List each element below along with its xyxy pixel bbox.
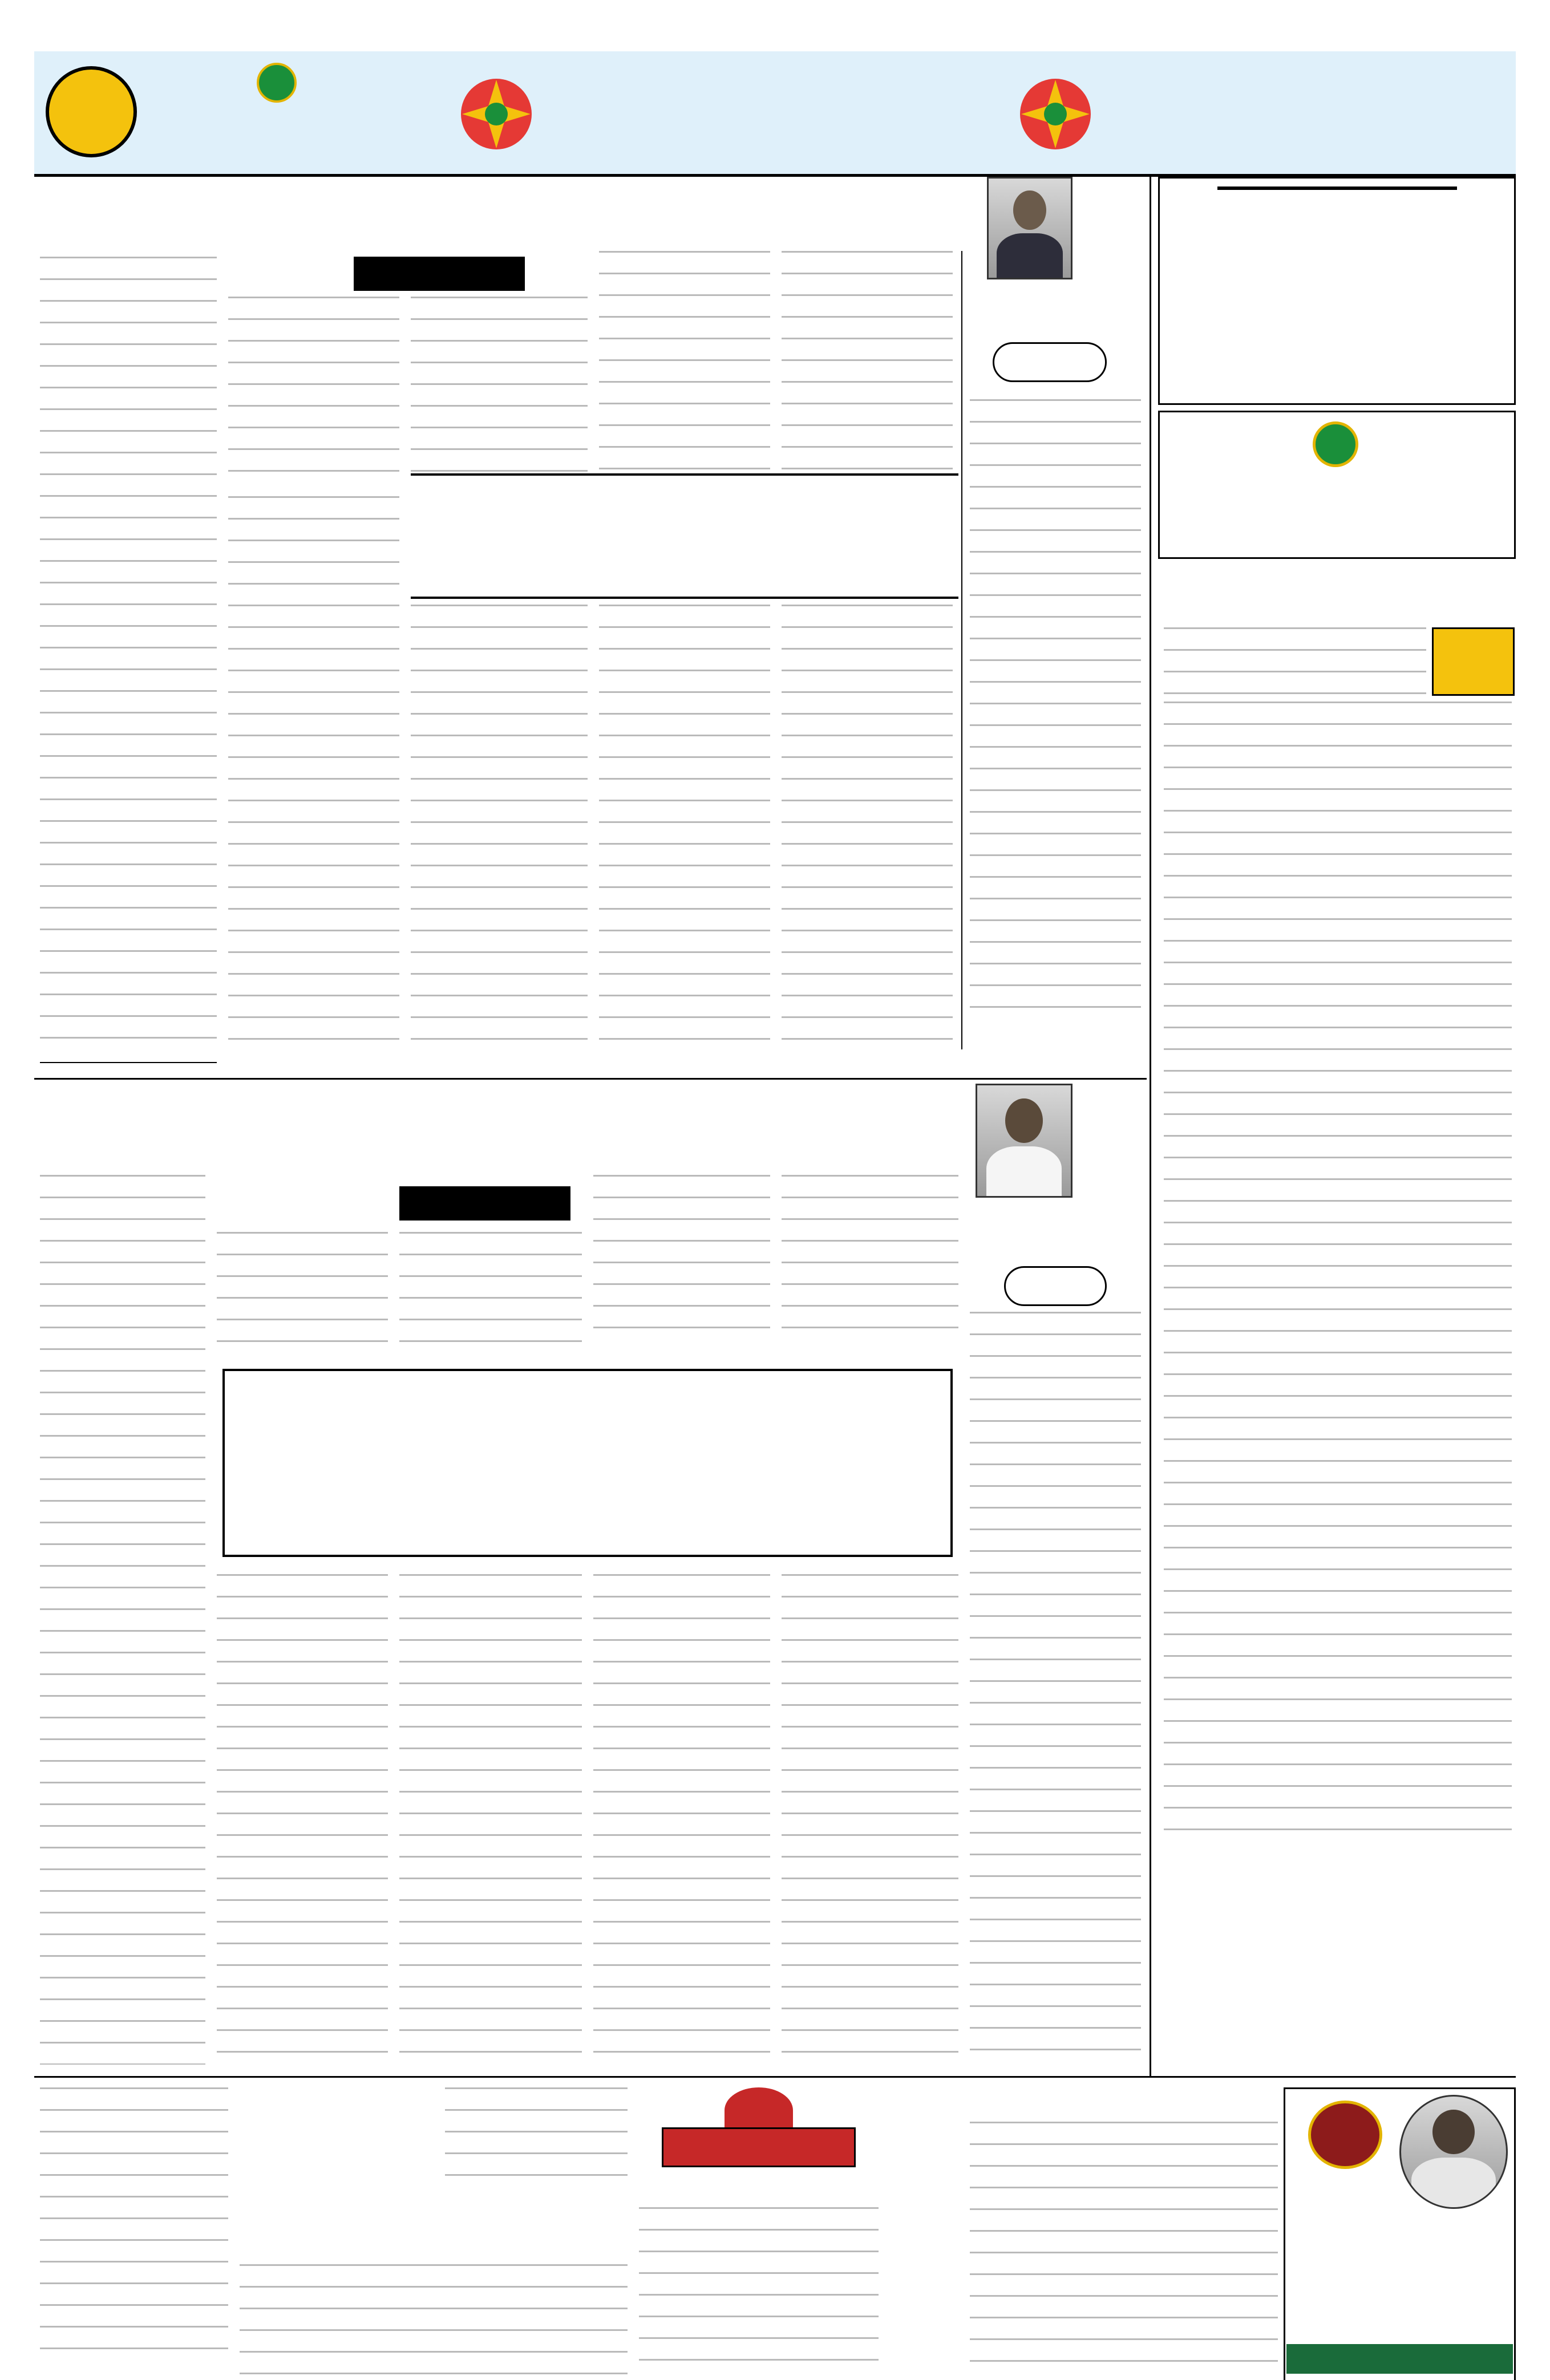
mirasalat-letter-2	[445, 2087, 628, 2179]
gst-logo-box	[1158, 411, 1516, 559]
star-emblem-icon	[456, 74, 536, 154]
bottom-divider	[34, 2076, 1516, 2078]
article1-col-4b	[411, 605, 588, 1044]
letter-body	[240, 2264, 628, 2380]
author-photo-gora	[976, 1084, 1073, 1198]
mirasalat-box	[639, 2087, 879, 2201]
masthead	[34, 51, 1516, 177]
article1-col-2	[782, 251, 953, 479]
article2-col-4a	[399, 1232, 582, 1346]
article2-col-5	[217, 1232, 388, 1346]
author-photo-qadri	[987, 177, 1073, 279]
sahara-logo	[154, 63, 428, 148]
gst-logo-globe-icon	[1313, 421, 1358, 467]
article1-column-label	[993, 342, 1107, 382]
article1-email[interactable]	[40, 1062, 217, 1065]
article1-col-3	[599, 251, 770, 479]
article1-col-2b	[782, 605, 953, 1044]
eid-body	[970, 2122, 1278, 2380]
article2-tag	[399, 1186, 570, 1221]
article1-col-5	[228, 297, 399, 485]
article1-col-5b	[228, 496, 399, 1044]
aqwal-box	[1158, 177, 1516, 405]
mirasalat-letter-1	[639, 2207, 879, 2380]
letter-left-col	[40, 2087, 228, 2355]
section-divider	[34, 1078, 1147, 1080]
article2-pullquote	[222, 1369, 953, 1557]
article1-col-3b	[599, 605, 770, 1044]
article2-col-3b	[593, 1574, 770, 2065]
aaina-poem	[1286, 2213, 1513, 2361]
mirasalat-title	[662, 2127, 856, 2167]
poet-name	[1286, 2344, 1513, 2374]
page-number-badge	[46, 66, 137, 157]
article1-col-4	[411, 297, 588, 485]
mailbox-icon	[725, 2087, 793, 2133]
gst-body-top	[1164, 627, 1426, 699]
article1-tag	[354, 257, 525, 291]
article2-col-2	[782, 1175, 958, 1346]
gst-body	[1164, 702, 1512, 1842]
article2-col-2b	[782, 1574, 958, 2065]
poet-photo	[1399, 2095, 1508, 2209]
aqwal-title	[1217, 186, 1457, 190]
article2-col-5b	[217, 1574, 388, 2065]
article2-col-6	[40, 1175, 205, 2065]
article2-col-4b	[399, 1574, 582, 2065]
logo-globe-icon	[257, 63, 297, 103]
article1-col-6	[40, 257, 217, 1044]
article1-col-1	[970, 399, 1141, 1027]
column-rule	[961, 251, 962, 1049]
aaina-badge	[1308, 2101, 1382, 2169]
article2-col-3	[593, 1175, 770, 1346]
article1-pullquote	[411, 473, 958, 599]
star-emblem-right-icon	[1015, 74, 1095, 154]
article2-col-1	[970, 1312, 1141, 2065]
article2-column-label	[1004, 1266, 1107, 1306]
gst-tag	[1432, 627, 1515, 696]
sidebar-rule	[1150, 177, 1151, 2076]
